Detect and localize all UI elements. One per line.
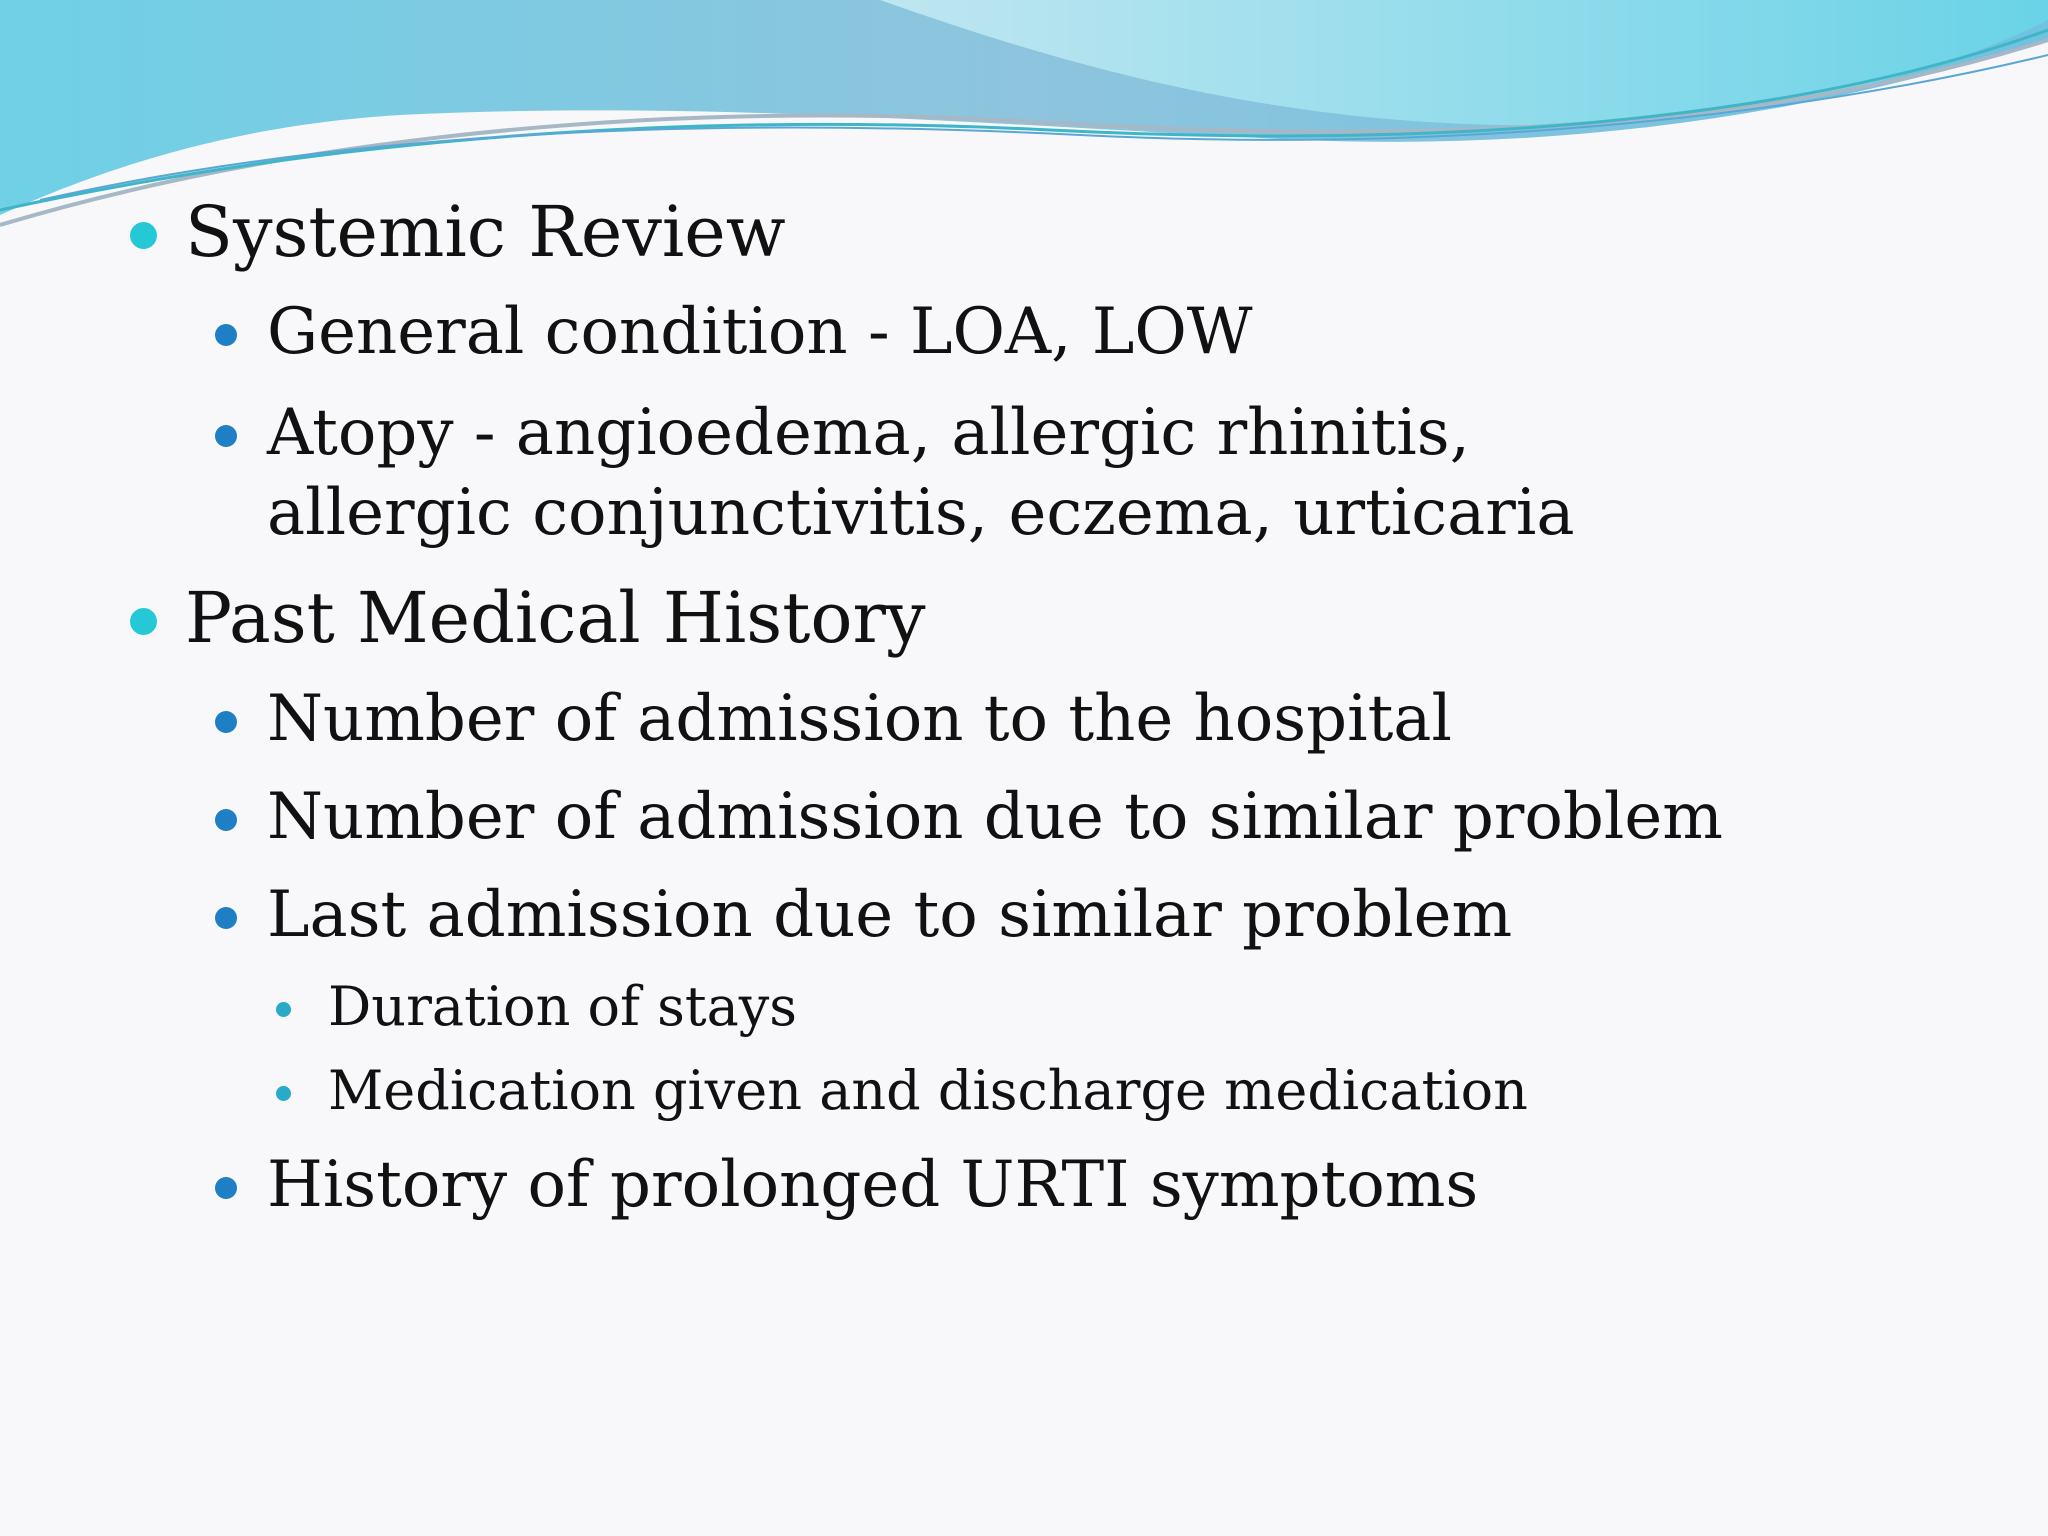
- bullet-atopy: [267, 393, 1667, 553]
- bullet-urti-history: [267, 1145, 1478, 1225]
- bullet-number-admission-similar: [267, 777, 1723, 857]
- bullet-dot-icon: [215, 1177, 237, 1199]
- bullet-duration-of-stays: [328, 974, 797, 1040]
- bullet-dot-icon: [276, 1086, 291, 1101]
- bullet-dot-icon: [215, 809, 237, 831]
- bullet-past-medical-history: [185, 578, 926, 658]
- bullet-text: Duration of stays: [328, 975, 797, 1038]
- bullet-dot-icon: [215, 324, 237, 346]
- bullet-text: Medication given and discharge medication: [328, 1059, 1528, 1122]
- bullet-dot-icon: [215, 425, 237, 447]
- bullet-text: Past Medical History: [185, 577, 926, 659]
- bullet-dot-icon: [276, 1002, 291, 1017]
- bullet-text: History of prolonged URTI symptoms: [267, 1148, 1479, 1222]
- bullet-medication: [328, 1058, 1528, 1124]
- bullet-text: Number of admission due to similar problem: [267, 780, 1723, 854]
- bullet-text: Atopy - angioedema, allergic rhinitis, allergic conjunctivitis, eczema, urticaria: [267, 396, 1575, 550]
- bullet-number-admission-hospital: [267, 679, 1452, 759]
- bullet-general-condition: [267, 292, 1253, 372]
- bullet-text: Last admission due to similar problem: [267, 878, 1513, 952]
- bullet-text: General condition - LOA, LOW: [267, 295, 1253, 369]
- bullet-dot-icon: [130, 608, 157, 635]
- bullet-dot-icon: [215, 907, 237, 929]
- bullet-text: Number of admission to the hospital: [267, 682, 1452, 756]
- bullet-dot-icon: [130, 222, 157, 249]
- bullet-dot-icon: [215, 711, 237, 733]
- bullet-last-admission: [267, 875, 1512, 955]
- bullet-text: Systemic Review: [185, 191, 786, 273]
- bullet-systemic-review: [185, 192, 786, 272]
